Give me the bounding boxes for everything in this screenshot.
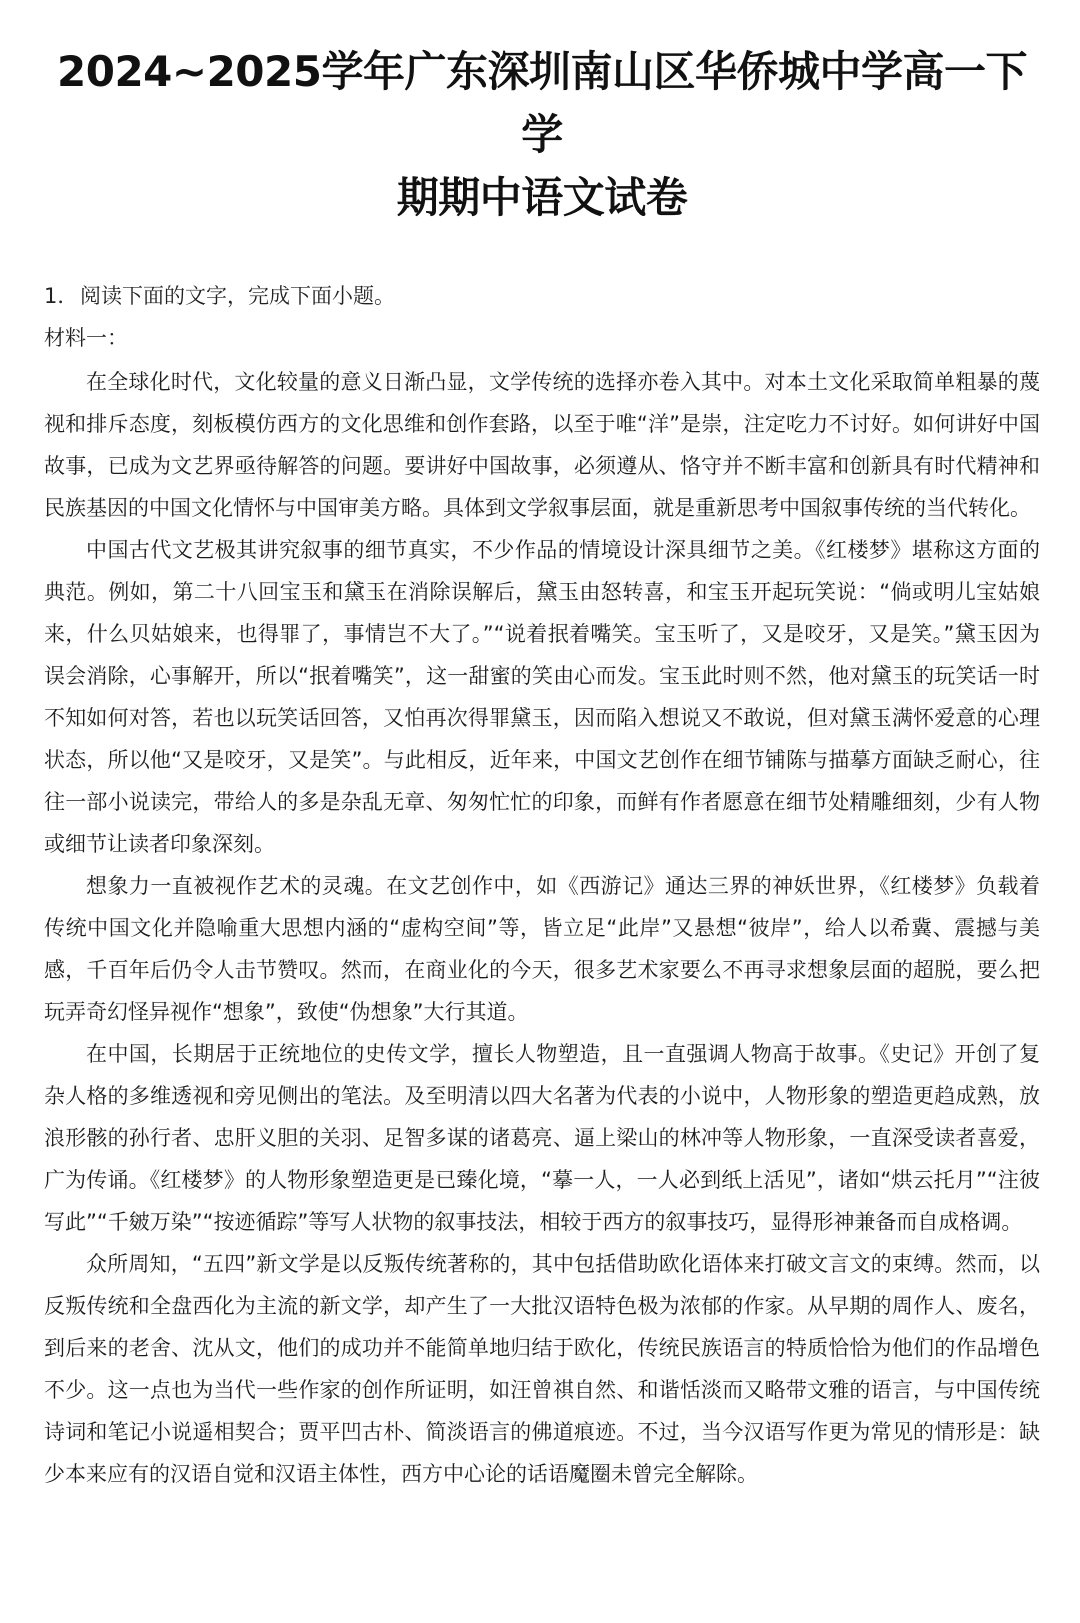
- question-header: [44, 275, 1040, 317]
- title-line-2: 期期中语文试卷: [396, 173, 688, 222]
- page-title: [44, 40, 1040, 229]
- paragraph-4: 在中国，长期居于正统地位的史传文学，擅长人物塑造，且一直强调人物高于故事。《史记》开创了复杂人格的多维透视和旁见侧出的笔法。及至明清以四大名著为代表的小说中，人物形象的塑造更趋成熟，放浪形骸的孙行者、忠肝义胆的关羽、足智多谋的诸葛亮、逼上梁山的林冲等人物形象，一直深受读者喜爱，广为传诵。《红楼梦》的人物形象塑造更是已臻化境，“摹一人，一人必到纸上活见”，诸如“烘云托月”“注彼写此”“千皴万染”“按迹循踪”等写人状物的叙事技法，相较于西方的叙事技巧，显得形神兼备而自成格调。: [44, 1042, 1040, 1234]
- paragraph-2: 中国古代文艺极其讲究叙事的细节真实，不少作品的情境设计深具细节之美。《红楼梦》堪称这方面的典范。例如，第二十八回宝玉和黛玉在消除误解后，黛玉由怒转喜，和宝玉开起玩笑说：“倘或明儿宝姑娘来，什么贝姑娘来，也得罪了，事情岂不大了。”“说着抿着嘴笑。宝玉听了，又是咬牙，又是笑。”黛玉因为误会消除，心事解开，所以“抿着嘴笑”，这一甜蜜的笑由心而发。宝玉此时则不然，他对黛玉的玩笑话一时不知如何对答，若也以玩笑话回答，又怕再次得罪黛玉，因而陷入想说又不敢说，但对黛玉满怀爱意的心理状态，所以他“又是咬牙，又是笑”。与此相反，近年来，中国文艺创作在细节铺陈与描摹方面缺乏耐心，往往一部小说读完，带给人的多是杂乱无章、匆匆忙忙的印象，而鲜有作者愿意在细节处精雕细刻，少有人物或细节让读者印象深刻。: [44, 538, 1040, 856]
- question-number: 1．: [44, 284, 79, 308]
- question-instruction: 阅读下面的文字，完成下面小题。: [80, 284, 395, 308]
- material-label: 材料一：: [44, 326, 128, 350]
- paragraph-5: 众所周知，“五四”新文学是以反叛传统著称的，其中包括借助欧化语体来打破文言文的束缚。然而，以反叛传统和全盘西化为主流的新文学，却产生了一大批汉语特色极为浓郁的作家。从早期的周作人、废名，到后来的老舍、沈从文，他们的成功并不能简单地归结于欧化，传统民族语言的特质恰恰为他们的作品增色不少。这一点也为当代一些作家的创作所证明，如汪曾祺自然、和谐恬淡而又略带文雅的语言，与中国传统诗词和笔记小说遥相契合；贾平凹古朴、简淡语言的佛道痕迹。不过，当今汉语写作更为常见的情形是：缺少本来应有的汉语自觉和汉语主体性，西方中心论的话语魔圈未曾完全解除。: [44, 1252, 1040, 1486]
- title-line-1: 2024~2025学年广东深圳南山区华侨城中学高一下学: [57, 47, 1027, 159]
- paragraph-1: 在全球化时代，文化较量的意义日渐凸显，文学传统的选择亦卷入其中。对本土文化采取简单粗暴的蔑视和排斥态度，刻板模仿西方的文化思维和创作套路，以至于唯“洋”是崇，注定吃力不讨好。如何讲好中国故事，已成为文艺界亟待解答的问题。要讲好中国故事，必须遵从、恪守并不断丰富和创新具有时代精神和民族基因的中国文化情怀与中国审美方略。具体到文学叙事层面，就是重新思考中国叙事传统的当代转化。: [44, 370, 1040, 520]
- material-article: [44, 361, 1040, 1495]
- paragraph-3: 想象力一直被视作艺术的灵魂。在文艺创作中，如《西游记》通达三界的神妖世界，《红楼梦》负载着传统中国文化并隐喻重大思想内涵的“虚构空间”等，皆立足“此岸”又悬想“彼岸”，给人以希冀、震撼与美感，千百年后仍令人击节赞叹。然而，在商业化的今天，很多艺术家要么不再寻求想象层面的超脱，要么把玩弄奇幻怪异视作“想象”，致使“伪想象”大行其道。: [44, 874, 1040, 1024]
